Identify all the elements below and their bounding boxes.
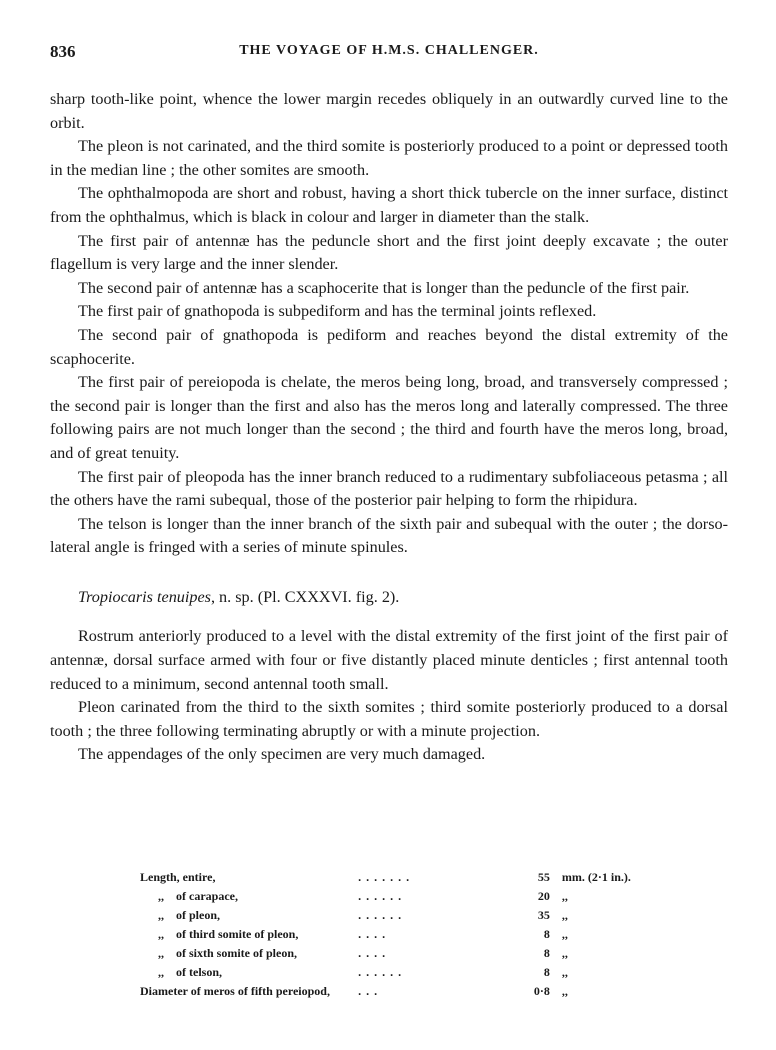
measure-value: 0·8 xyxy=(533,984,550,998)
paragraph: The first pair of gnathopoda is subpediform and has the terminal joints reflexed. xyxy=(78,302,597,321)
paragraph: The pleon is not carinated, and the third somite is posteriorly produced to a point or depressed tooth in the median line ; the other somites are smooth. xyxy=(50,137,728,179)
measure-value: 8 xyxy=(543,965,550,979)
leader-dots: . . . . . . xyxy=(358,889,403,903)
measure-value: 8 xyxy=(543,927,550,941)
species-paragraph: Rostrum anteriorly produced to a level with the distal extremity of the first joint of the first pair of antennæ, dorsal surface armed with four or five distantly placed minute denticles ; first antennal tooth reduced to a minimum, second antennal tooth small. xyxy=(50,627,728,693)
table-row xyxy=(140,868,660,887)
leader-dots: . . . xyxy=(358,984,379,998)
measure-label xyxy=(140,944,358,963)
measure-unit: ,, xyxy=(561,965,568,979)
measure-label xyxy=(140,963,358,982)
species-paragraph: The appendages of the only specimen are very much damaged. xyxy=(78,745,486,764)
ditto-mark: ,, xyxy=(158,908,164,922)
measure-unit: mm. (2·1 in.). xyxy=(561,870,631,884)
measure-value: 35 xyxy=(537,908,550,922)
measure-label-text: of pleon, xyxy=(176,908,221,922)
measure-label-text: Length, entire, xyxy=(140,870,216,884)
measure-unit: ,, xyxy=(561,889,568,903)
measure-label-text: Diameter of meros of fifth pereiopod, xyxy=(140,984,330,998)
measure-value: 20 xyxy=(537,889,550,903)
table-row xyxy=(140,963,660,982)
table-row xyxy=(140,906,660,925)
paragraph: The ophthalmopoda are short and robust, having a short thick tubercle on the inner surface, distinct from the ophthalmus, which is black in colour and larger in diameter than the stalk. xyxy=(50,184,728,226)
species-heading xyxy=(50,586,728,610)
paragraph: The first pair of pereiopoda is chelate, the meros being long, broad, and transversely compressed ; the second pair is longer than the first and also has the meros long and laterally compressed. The three following pairs are not much longer than the second ; the third and fourth have the meros long, broad, and of great tenuity. xyxy=(50,373,728,462)
measure-label-text: of sixth somite of pleon, xyxy=(176,946,297,960)
measure-label xyxy=(140,887,358,906)
leader-dots: . . . . xyxy=(358,927,387,941)
running-title: THE VOYAGE OF H.M.S. CHALLENGER. xyxy=(239,43,539,58)
ditto-mark: ,, xyxy=(158,965,164,979)
measure-value: 55 xyxy=(537,870,550,884)
measure-unit: ,, xyxy=(561,984,568,998)
table-row xyxy=(140,982,660,1001)
measure-label xyxy=(140,925,358,944)
measure-label-text: of telson, xyxy=(176,965,222,979)
measure-label-text: of carapace, xyxy=(176,889,238,903)
measure-value: 8 xyxy=(543,946,550,960)
paragraph: The first pair of pleopoda has the inner branch reduced to a rudimentary subfoliaceous petasma ; all the others have the rami subequal, those of the posterior pair helping to form the rhipidura. xyxy=(50,467,728,510)
paragraph: The first pair of antennæ has the peduncle short and the first joint deeply excavate ; the outer flagellum is very large and the inner slender. xyxy=(50,231,728,274)
leader-dots: . . . . . . xyxy=(358,908,403,922)
page-header xyxy=(50,42,728,66)
measure-label xyxy=(140,868,358,887)
species-paragraph: Pleon carinated from the third to the sixth somites ; third somite posteriorly produced to a dorsal tooth ; the three following terminating abruptly or with a minute projection. xyxy=(50,698,728,740)
page-number: 836 xyxy=(50,42,76,61)
ditto-mark: ,, xyxy=(158,889,164,903)
measure-unit: ,, xyxy=(561,908,568,922)
table-row xyxy=(140,944,660,963)
ditto-mark: ,, xyxy=(158,946,164,960)
table-row xyxy=(140,887,660,906)
paragraph: sharp tooth-like point, whence the lower margin recedes obliquely in an outwardly curved line to the orbit. xyxy=(50,90,728,132)
ditto-mark: ,, xyxy=(158,927,164,941)
measure-label xyxy=(140,982,358,1001)
leader-dots: . . . . . . . xyxy=(358,870,411,884)
leader-dots: . . . . xyxy=(358,946,387,960)
table-row xyxy=(140,925,660,944)
paragraph: The second pair of antennæ has a scaphocerite that is longer than the peduncle of the first pair. xyxy=(78,278,690,297)
body-text xyxy=(50,88,728,767)
measure-label-text: of third somite of pleon, xyxy=(176,927,299,941)
paragraph: The telson is longer than the inner branch of the sixth pair and subequal with the outer ; the dorso-lateral angle is fringed with a series of minute spinules. xyxy=(50,514,728,557)
species-name: Tropiocaris tenuipes xyxy=(78,587,211,606)
measurements-table xyxy=(140,868,660,1001)
species-reference: , n. sp. (Pl. CXXXVI. fig. 2). xyxy=(210,587,400,606)
paragraph: The second pair of gnathopoda is pediform and reaches beyond the distal extremity of the scaphocerite. xyxy=(50,325,728,368)
leader-dots: . . . . . . xyxy=(358,965,403,979)
measure-label xyxy=(140,906,358,925)
measure-unit: ,, xyxy=(561,927,568,941)
measure-unit: ,, xyxy=(561,946,568,960)
